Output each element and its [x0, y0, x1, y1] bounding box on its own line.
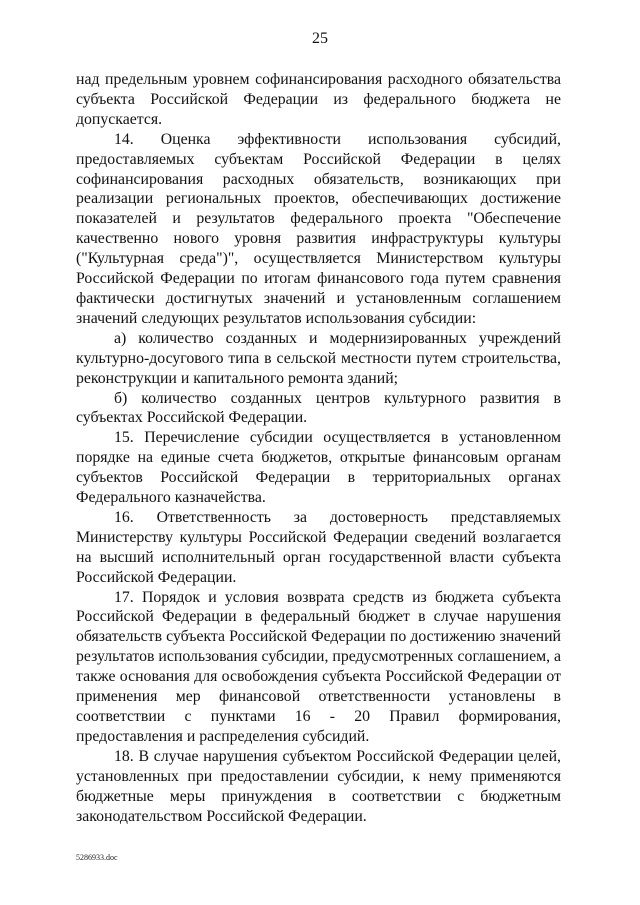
- document-file-code: 5286933.doc: [76, 853, 118, 862]
- paragraph-14-item-a: а) количество созданных и модернизированных учреждений культурно-досугового типа в сельской местности путем строительства, реконструкции и капитального ремонта зданий;: [76, 329, 561, 387]
- paragraph-15: 15. Перечисление субсидии осуществляется в установленном порядке на единые счета бюджетов, открытые финансовым органам субъектов Российской Федерации в территориальных органах Федерального казначейства.: [76, 429, 561, 507]
- page-number: 25: [312, 30, 328, 47]
- document-body: [76, 70, 561, 826]
- paragraph-14-item-b: б) количество созданных центров культурного развития в субъектах Российской Федерации.: [76, 389, 561, 427]
- paragraph-14: 14. Оценка эффективности использования субсидий, предоставляемых субъектам Российской Федерации в целях софинансирования расходных обязательств, возникающих при реализации региональных проектов, обеспечивающих достижение показателей и результатов федерального проекта "Обеспечение качественно нового уровня развития инфраструктуры культуры ("Культурная среда")", осуществляется Министерством культуры Российской Федерации по итогам финансового года путем сравнения фактически достигнутых значений и установленным соглашением значений следующих результатов использования субсидии:: [76, 130, 561, 327]
- paragraph-18: 18. В случае нарушения субъектом Российской Федерации целей, установленных при предоставлении субсидии, к нему применяются бюджетные меры принуждения в соответствии с бюджетным законодательством Российской Федерации.: [76, 747, 561, 825]
- paragraph-continuation: над предельным уровнем софинансирования расходного обязательства субъекта Российской Федерации из федерального бюджета не допускается.: [76, 71, 561, 128]
- paragraph-17: 17. Порядок и условия возврата средств из бюджета субъекта Российской Федерации в федеральный бюджет в случае нарушения обязательств субъекта Российской Федерации по достижению значений результатов использования субсидии, предусмотренных соглашением, а также основания для освобождения субъекта Российской Федерации от применения мер финансовой ответственности установлены в соответствии с пунктами 16 - 20 Правил формирования, предоставления и распределения субсидий.: [76, 588, 562, 745]
- paragraph-16: 16. Ответственность за достоверность представляемых Министерству культуры Российской Федерации сведений возлагается на высший исполнительный орган государственной власти субъекта Российской Федерации.: [76, 508, 561, 586]
